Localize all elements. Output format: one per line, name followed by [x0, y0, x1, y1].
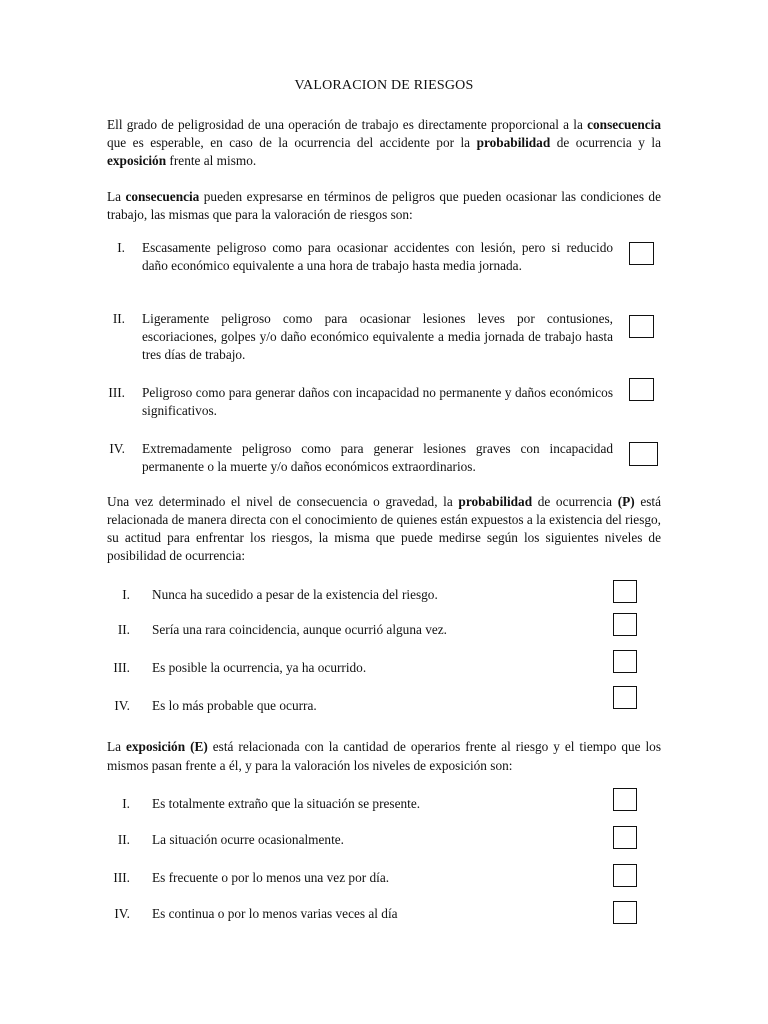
probabilidad-text-1: Una vez determinado el nivel de consecuencia o gravedad, la	[107, 494, 459, 509]
probabilidad-item-3-checkbox[interactable]	[613, 650, 637, 673]
consecuencia-paragraph	[107, 188, 661, 224]
consecuencia-item-4-checkbox[interactable]	[629, 442, 658, 466]
probabilidad-item-4-text: Es lo más probable que ocurra.	[152, 698, 317, 713]
intro-text-2: que es esperable, en caso de la ocurrencia del accidente por la	[107, 135, 477, 150]
consecuencia-item-2-text: Ligeramente peligroso como para ocasionar lesiones leves por contusiones, escoriaciones, golpes y/o daño económico equivalente a media jornada de trabajo hasta tres días de trabajo.	[142, 311, 613, 362]
intro-bold-probabilidad: probabilidad	[476, 135, 551, 150]
exposicion-item-3-checkbox[interactable]	[613, 864, 637, 887]
probabilidad-item-2-checkbox[interactable]	[613, 613, 637, 636]
intro-text-3: de ocurrencia y la	[550, 135, 661, 150]
intro-bold-consecuencia: consecuencia	[587, 117, 661, 132]
probabilidad-item-2-number: II.	[117, 622, 130, 637]
exposicion-item-4-checkbox[interactable]	[613, 901, 637, 924]
consecuencia-item-2-number: II.	[112, 311, 125, 326]
probabilidad-bold: probabilidad	[458, 494, 533, 509]
consecuencia-item-4-text: Extremadamente peligroso como para generar lesiones graves con incapacidad permanente o la muerte y/o daños económicos extraordinarios.	[142, 441, 613, 474]
probabilidad-item-1-text: Nunca ha sucedido a pesar de la existencia del riesgo.	[152, 587, 438, 602]
probabilidad-item-4-checkbox[interactable]	[613, 686, 637, 709]
exposicion-bold: exposición (E)	[126, 739, 208, 754]
consecuencia-item-3-text: Peligroso como para generar daños con incapacidad no permanente y daños económicos significativos.	[142, 385, 613, 418]
consecuencia-item-1-text: Escasamente peligroso como para ocasionar accidentes con lesión, pero si reducido daño económico equivalente a una hora de trabajo hasta media jornada.	[142, 240, 613, 273]
consecuencia-item-3-number: III.	[108, 385, 125, 400]
exposicion-item-1-number: I.	[122, 796, 130, 811]
intro-paragraph	[107, 116, 661, 170]
exposicion-text-1: La	[107, 739, 126, 754]
consecuencia-bold: consecuencia	[125, 189, 200, 204]
exposicion-item-2-checkbox[interactable]	[613, 826, 637, 849]
consecuencia-text-2: pueden expresarse en términos de peligros que pueden ocasionar las condiciones de trabajo, las mismas que para la valoración de riesgos son:	[107, 189, 661, 222]
consecuencia-item-4-number: IV.	[109, 441, 125, 456]
probabilidad-text-2: de ocurrencia	[532, 494, 618, 509]
intro-text-4: frente al mismo.	[166, 153, 257, 168]
exposicion-item-2-text: La situación ocurre ocasionalmente.	[152, 832, 344, 847]
probabilidad-item-2-text: Sería una rara coincidencia, aunque ocurrió alguna vez.	[152, 622, 447, 637]
probabilidad-item-1-checkbox[interactable]	[613, 580, 637, 603]
probabilidad-paragraph	[107, 493, 661, 565]
probabilidad-item-4-number: IV.	[114, 698, 130, 713]
consecuencia-item-1-number: I.	[117, 240, 125, 255]
exposicion-item-3-text: Es frecuente o por lo menos una vez por día.	[152, 870, 390, 885]
exposicion-text-2: está relacionada con la cantidad de operarios frente al riesgo y el tiempo que los mismos pasan frente a él, y para la valoración los niveles de exposición son:	[107, 739, 662, 773]
probabilidad-item-1-number: I.	[122, 587, 130, 602]
consecuencia-text-1: La	[107, 189, 126, 204]
probabilidad-item-3-text: Es posible la ocurrencia, ya ha ocurrido.	[152, 660, 367, 675]
consecuencia-item-3-checkbox[interactable]	[629, 378, 654, 401]
exposicion-item-1-checkbox[interactable]	[613, 788, 637, 811]
exposicion-item-2-number: II.	[117, 832, 130, 847]
consecuencia-item-1-checkbox[interactable]	[629, 242, 654, 265]
exposicion-paragraph	[107, 737, 661, 775]
page-title: VALORACION DE RIESGOS	[294, 78, 474, 93]
intro-bold-exposicion: exposición	[107, 153, 167, 168]
exposicion-item-4-number: IV.	[114, 906, 130, 921]
exposicion-item-3-number: III.	[113, 870, 130, 885]
exposicion-item-4-text: Es continua o por lo menos varias veces al día	[152, 906, 398, 921]
intro-text-1: Ell grado de peligrosidad de una operación de trabajo es directamente proporcional a la	[107, 117, 588, 132]
exposicion-item-1-text: Es totalmente extraño que la situación se presente.	[152, 796, 421, 811]
consecuencia-item-2-checkbox[interactable]	[629, 315, 654, 338]
probabilidad-bold-p: (P)	[617, 494, 635, 509]
probabilidad-text-3: está relacionada de manera directa con el conocimiento de quienes están expuestos a la existencia del riesgo, su actitud para enfrentar los riesgos, la misma que puede medirse según los siguientes niveles de posibilidad de ocurrencia:	[107, 494, 661, 563]
probabilidad-item-3-number: III.	[113, 660, 130, 675]
